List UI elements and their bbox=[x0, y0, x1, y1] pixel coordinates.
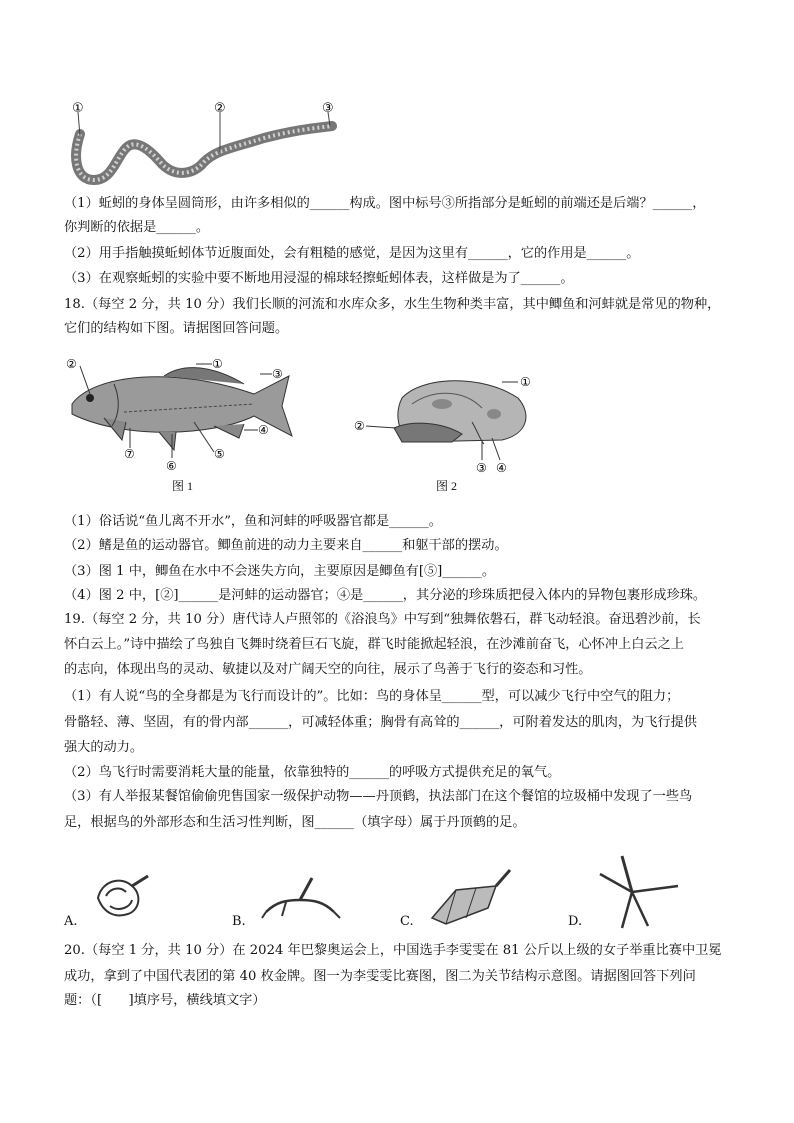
q17-line-3: （2）用手指触摸蚯蚓体节近腹面处，会有粗糙的感觉，是因为这里有______，它的作用是______。 bbox=[64, 246, 640, 261]
fish-label-7: ⑦ bbox=[124, 447, 135, 461]
q17-line-2: 你判断的依据是______。 bbox=[64, 220, 210, 235]
bird-foot-a-image bbox=[88, 868, 156, 928]
q18-intro-2: 它们的结构如下图。请据图回答问题。 bbox=[64, 321, 289, 336]
earthworm-label-3: ③ bbox=[322, 101, 334, 116]
mussel-label-1: ① bbox=[520, 375, 531, 389]
fish-label-1: ① bbox=[212, 357, 223, 371]
q20-line-2: 成功，拿到了中国代表团的第 40 枚金牌。图一为李雯雯比赛图，图二为关节结构示意图。请据图回答下列问 bbox=[64, 969, 696, 984]
fish-label-3: ③ bbox=[272, 367, 283, 381]
q17-line-1: （1）蚯蚓的身体呈圆筒形，由许多相似的______构成。图中标号③所指部分是蚯蚓的前端还是后端？______， bbox=[64, 196, 706, 211]
fish-figure bbox=[64, 354, 304, 474]
q20-line-1: 20.（每空 1 分，共 10 分）在 2024 年巴黎奥运会上，中国选手李雯雯在 81 公斤以上级的女子举重比赛中卫冕 bbox=[64, 943, 722, 958]
q20-line-3: 题：（[ ]填序号，横线填文字） bbox=[64, 993, 266, 1008]
q19-line-3: 的志向，体现出鸟的灵动、敏捷以及对广阔天空的向往，展示了鸟善于飞行的姿态和习性。 bbox=[64, 662, 592, 677]
earthworm-label-1: ① bbox=[72, 101, 84, 116]
q19-line-9: 足，根据鸟的外部形态和生活习性判断，图______（填字母）属于丹顶鹤的足。 bbox=[64, 815, 526, 830]
earthworm-figure bbox=[64, 98, 354, 188]
mussel-label-4: ④ bbox=[496, 461, 507, 473]
bird-foot-d-image bbox=[592, 852, 688, 932]
figure-2-caption: 图 2 bbox=[436, 479, 458, 493]
q18-line-4: （4）图 2 中，[②]______是河蚌的运动器官；④是______，其分泌的珍珠质把侵入体内的异物包裹形成珍珠。 bbox=[64, 588, 707, 603]
q18-intro-1: 18.（每空 2 分，共 10 分）我们长顺的河流和水库众多，水生生物种类丰富，其中鲫鱼和河蚌就是常见的物种， bbox=[64, 297, 721, 312]
mussel-figure bbox=[352, 368, 542, 473]
q19-line-8: （3）有人举报某餐馆偷偷兜售国家一级保护动物——丹顶鹤，执法部门在这个餐馆的垃圾桶中发现了一些鸟 bbox=[64, 789, 693, 804]
q19-line-7: （2）鸟飞行时需要消耗大量的能量，依靠独特的______的呼吸方式提供充足的氧气。 bbox=[64, 765, 561, 780]
fish-label-6: ⑥ bbox=[166, 459, 177, 473]
option-c-label: C. bbox=[400, 914, 414, 929]
fish-label-2: ② bbox=[66, 357, 77, 371]
option-a-label: A. bbox=[64, 914, 78, 929]
earthworm-label-2: ② bbox=[214, 101, 226, 116]
bird-foot-c-image bbox=[426, 868, 518, 930]
q19-line-2: 怀白云上。”诗中描绘了鸟独自飞舞时绕着巨石飞旋，群飞时能掀起轻浪，在沙滩前奋飞，心怀冲上白云之上 bbox=[64, 637, 684, 652]
q19-line-4: （1）有人说“鸟的全身都是为飞行而设计的”。比如：鸟的身体呈______型，可以减少飞行中空气的阻力； bbox=[64, 689, 680, 704]
mussel-label-3: ③ bbox=[476, 461, 487, 473]
q19-line-6: 强大的动力。 bbox=[64, 740, 144, 755]
fish-label-4: ④ bbox=[258, 423, 269, 437]
fish-label-5: ⑤ bbox=[214, 447, 225, 461]
figure-1-caption: 图 1 bbox=[172, 479, 194, 493]
mussel-label-2: ② bbox=[354, 419, 365, 433]
q17-line-4: （3）在观察蚯蚓的实验中要不断地用浸湿的棉球轻擦蚯蚓体表，这样做是为了______。 bbox=[64, 271, 574, 286]
q18-line-1: （1）俗话说“鱼儿离不开水”，鱼和河蚌的呼吸器官都是______。 bbox=[64, 514, 442, 529]
bird-foot-b-image bbox=[256, 872, 346, 924]
q19-line-1: 19.（每空 2 分，共 10 分）唐代诗人卢照邻的《浴浪鸟》中写到“独舞依磐石，群飞动轻浪。奋迅碧沙前，长 bbox=[64, 612, 701, 627]
q18-line-2: （2）鳍是鱼的运动器官。鲫鱼前进的动力主要来自______和躯干部的摆动。 bbox=[64, 538, 508, 553]
q18-line-3: （3）图 1 中，鲫鱼在水中不会迷失方向，主要原因是鲫鱼有[⑤]______。 bbox=[64, 564, 496, 579]
option-d-label: D. bbox=[568, 914, 583, 929]
q19-line-5: 骨骼轻、薄、坚固，有的骨内部______，可减轻体重；胸骨有高耸的______，可附着发达的肌肉，为飞行提供 bbox=[64, 715, 697, 730]
option-b-label: B. bbox=[232, 914, 246, 929]
